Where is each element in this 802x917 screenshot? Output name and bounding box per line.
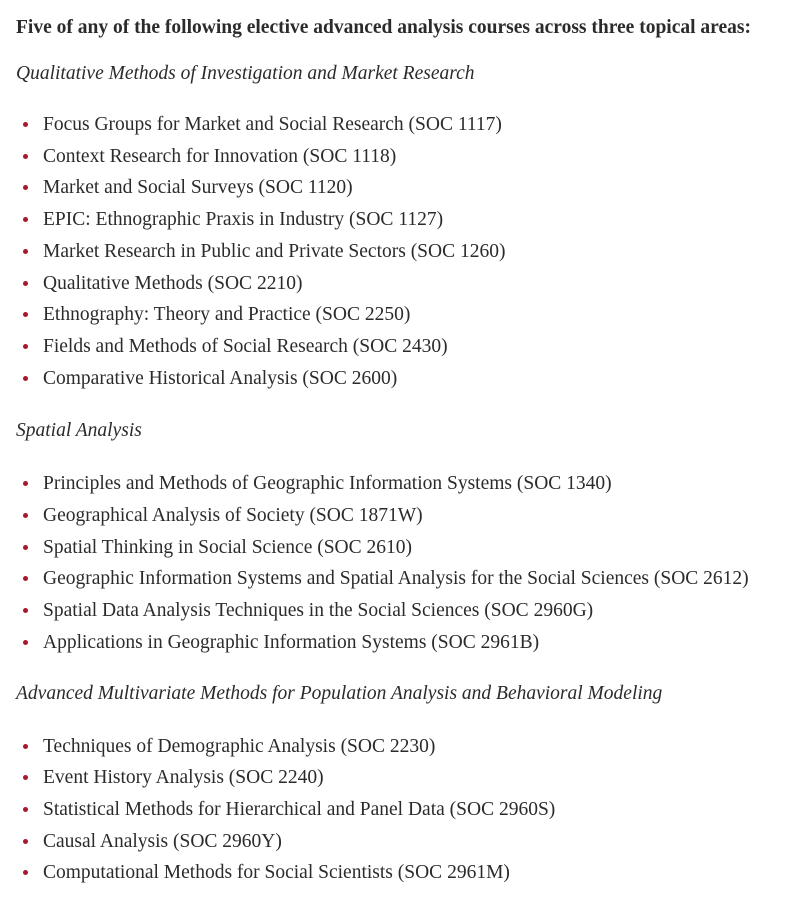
course-list-multivariate [16, 731, 802, 890]
course-label: Statistical Methods for Hierarchical and Panel Data (SOC 2960S) [43, 798, 556, 820]
bullet-icon [23, 312, 28, 317]
list-item [16, 236, 802, 268]
list-item [16, 794, 802, 826]
course-label: Comparative Historical Analysis (SOC 2600) [43, 367, 398, 389]
course-label: Applications in Geographic Information Systems (SOC 2961B) [43, 631, 540, 653]
list-item [16, 204, 802, 236]
bullet-icon [23, 744, 28, 749]
list-item [16, 532, 802, 564]
course-list-spatial [16, 468, 802, 658]
bullet-icon [23, 545, 28, 550]
bullet-icon [23, 513, 28, 518]
bullet-icon [23, 870, 28, 875]
course-requirements [16, 13, 802, 889]
list-item [16, 268, 802, 300]
course-label: Techniques of Demographic Analysis (SOC 2230) [43, 735, 436, 757]
bullet-icon [23, 154, 28, 159]
bullet-icon [23, 640, 28, 645]
course-label: Market and Social Surveys (SOC 1120) [43, 177, 353, 199]
bullet-icon [23, 344, 28, 349]
list-item [16, 826, 802, 858]
list-item [16, 141, 802, 173]
list-item [16, 331, 802, 363]
course-label: Geographic Information Systems and Spatial Analysis for the Social Sciences (SOC 2612) [43, 568, 749, 590]
list-item [16, 595, 802, 627]
bullet-icon [23, 608, 28, 613]
bullet-icon [23, 281, 28, 286]
bullet-icon [23, 122, 28, 127]
course-label: Spatial Thinking in Social Science (SOC 2610) [43, 536, 413, 558]
course-list-qualitative [16, 109, 802, 394]
course-label: Ethnography: Theory and Practice (SOC 2250) [43, 304, 411, 326]
section-heading-spatial: Spatial Analysis [16, 420, 142, 442]
course-label: Geographical Analysis of Society (SOC 1871W) [43, 505, 423, 527]
bullet-icon [23, 807, 28, 812]
course-label: Fields and Methods of Social Research (SOC 2430) [43, 335, 448, 357]
bullet-icon [23, 185, 28, 190]
bullet-icon [23, 376, 28, 381]
course-label: Causal Analysis (SOC 2960Y) [43, 830, 282, 852]
list-item [16, 172, 802, 204]
course-label: Event History Analysis (SOC 2240) [43, 767, 324, 789]
list-item [16, 500, 802, 532]
list-item [16, 627, 802, 659]
list-item [16, 857, 802, 889]
bullet-icon [23, 839, 28, 844]
list-item [16, 468, 802, 500]
list-item [16, 299, 802, 331]
list-item [16, 563, 802, 595]
section-heading-multivariate: Advanced Multivariate Methods for Population Analysis and Behavioral Modeling [16, 682, 663, 704]
list-item [16, 762, 802, 794]
intro-text: Five of any of the following elective advanced analysis courses across three topical areas: [16, 17, 751, 38]
list-item [16, 109, 802, 141]
course-label: Spatial Data Analysis Techniques in the Social Sciences (SOC 2960G) [43, 600, 594, 622]
bullet-icon [23, 576, 28, 581]
list-item [16, 363, 802, 395]
bullet-icon [23, 775, 28, 780]
course-label: EPIC: Ethnographic Praxis in Industry (SOC 1127) [43, 209, 444, 231]
course-label: Principles and Methods of Geographic Information Systems (SOC 1340) [43, 473, 612, 495]
course-label: Computational Methods for Social Scientists (SOC 2961M) [43, 862, 510, 884]
bullet-icon [23, 217, 28, 222]
section-heading-qualitative: Qualitative Methods of Investigation and Market Research [16, 63, 475, 84]
bullet-icon [23, 249, 28, 254]
course-label: Focus Groups for Market and Social Research (SOC 1117) [43, 114, 502, 135]
course-label: Context Research for Innovation (SOC 1118) [43, 145, 397, 167]
course-label: Market Research in Public and Private Sectors (SOC 1260) [43, 240, 506, 262]
bullet-icon [23, 481, 28, 486]
list-item [16, 731, 802, 763]
course-label: Qualitative Methods (SOC 2210) [43, 272, 303, 294]
